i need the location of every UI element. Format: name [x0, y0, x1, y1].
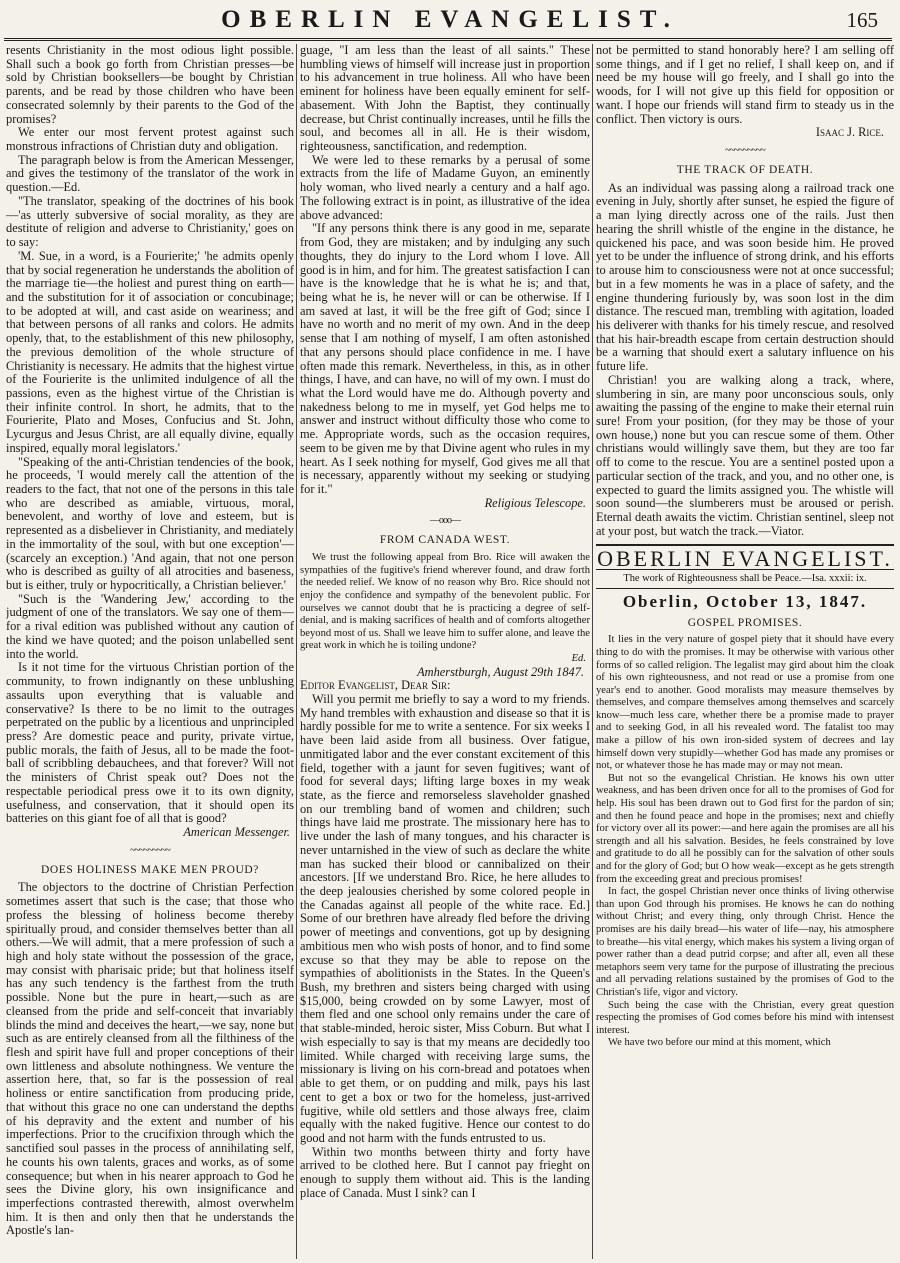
article-source: American Messenger.	[183, 824, 290, 839]
masthead	[0, 0, 900, 40]
page-number: 165	[846, 8, 878, 32]
column-1	[6, 44, 294, 1259]
article-paragraph: guage, "I am less than the least of all saints." These humbling views of himself will increase just in proportion to his advancement in true holiness. All who have been eminent for holiness have been equally eminent for self-abasement. With John the Baptist, they continually decrease, but Christ continually increases, until he fills the soul, and becomes all in all. He is their wisdom, righteousness, sanctification, and redemption.	[300, 44, 590, 154]
article-paragraph: 'M. Sue, in a word, is a Fourierite;' 'he admits openly that by social regeneration he understands the abolition of the marriage tie—the holiest and purest thing on earth—and the substitution for it of association or concubinage; to be adopted at will, and cast aside on weariness; and that between persons of all ranks and colors. He admits openly, that, to the establishment of this new philosophy, the previous demolition of the whole structure of Christianity is necessary. He admits that the highest virtue of the Fourierite is the unlimited indulgence of all the passions, even as the highest virtue of the Christian is their infinite control. In short, he admits, that to the Fourierite, Plato and Moses, Confucius and St. John, Lycurgus and Jesus Christ, are all equally divine, equally inspired, equally moral legislators.'	[6, 248, 294, 455]
article-paragraph: But not so the evangelical Christian. He knows his own utter weakness, and has been driven once for all to the promises of God for help. His soul has been drawn out to God first for the pardon of sin; and then he found peace and hope in the promises; next and chiefly for victory over all its power:—and here again the promises are all his strength and all his salvation. Besides, he feels constrained by love and gratitude to do all he possibly can for the salvation of other souls and for the glory of God; but O how weak—except as he gets strength from the exceeding great and precious promises!	[596, 772, 894, 885]
article-paragraph: As an individual was passing along a railroad track one evening in July, shortly after sunset, he espied the figure of a man lying directly across one of the rails. Just then hearing the shrill whistle of the engine in the distance, he quickened his pace, and was soon beside him. He proved yet to be under the influence of strong drink, and his efforts to arouse him to consciousness were not at once successful; but in a few moments he was in a place of safety, and the engine thundering furiously by, was soon lost in the dim distance. The rescued man, trembling with agitation, loaded his deliverer with thanks for his timely rescue, and resolved that his hair-breadth escape from certain destruction should be a warning that should exert a salutary influence on his future life.	[596, 180, 894, 374]
section-divider: ~~~~~~~~~	[725, 145, 765, 157]
article-paragraph: "The translator, speaking of the doctrines of his book—'as utterly subversive of social morality, as they are destitute of religion and adverse to Christianity,' goes on to say:	[6, 193, 294, 250]
article-heading: FROM CANADA WEST.	[379, 534, 511, 547]
article-paragraph: "Such is the 'Wandering Jew,' according to the judgment of one of the translators. We say one of them—for a rival edition was published without any caution of the kind we have quoted; and the poison unlabelled sent into the world.	[6, 591, 294, 661]
letter-signature: Isaac J. Rice.	[815, 125, 884, 140]
article-paragraph: Is it not time for the virtuous Christian portion of the community, to frown indignantly on these unblushing assaults upon everything that is valuable and conservative? Is there to be no limit to the outrages perpetrated on the public by a licentious and unprincipled press? Are domestic peace and purity, private virtue, public morals, the faith of Jesus, all to be made the foot-ball of scribbling debauchees, and that forever? Will not the ministers of Christ speak out? Does not the respectable periodical press owe it to its own dignity, usefulness, and conservation, that it should open its batteries on this giant foe of all that is good?	[6, 660, 294, 826]
article-paragraph: It lies in the very nature of gospel piety that it should have every thing to do with the promises. It may be otherwise with various other forms of so called religion. The legalist may gird about him the cloak of his own righteousness, and not read or use a promise from one year's end to another. Good moralists may measure themselves by themselves, and compare themselves among themselves and scarcely know—much less care, whether there be a promise made to prayer and to seeking God, in all his revealed word. The fatalist too may make a pillow of his own iron-sided system of decrees and lay himself down very stupidly—whether God has made any promises or not, or whatever those he has made may or may not mean.	[596, 634, 894, 772]
article-source: Religious Telescope.	[484, 495, 586, 510]
article-paragraph: The objectors to the doctrine of Christian Perfection sometimes assert that such is the case; that those who profess the blessing of holiness become thereby spiritually proud, and consider themselves better than all others.—We will admit, that a mere profession of such a high and holy state without the possession of the grace, may consist with pharisaic pride; but that holiness itself has any such tendency is the farthest from the truth possible. None but the pure in heart,—such as are cleansed from the pride and self-conceit that invariably blinds the mind and deceives the heart,—we say, none but such as are entirely cleansed from all the filthiness of the flesh and spirit have full and proper conceptions of their own littleness and absolute nothingness. We venture the assertion here, that, so far is the possession of real holiness or entire sanctification from producing pride, that without this grace no one can understand the depths of his depravity and the extent and number of his imperfections. Prior to the crucifixion through which the sanctified soul passes in the process of annihilating self, he counts his own talents, graces and works, as of some consequence; but when in his nearer approach to God he sees the Divine glory, his own insignificance and imperfections contrasted therewith, almost overwhelm him. It is then and only then that he understands the Apostle's lan-	[6, 880, 294, 1238]
article-paragraph: The paragraph below is from the American Messenger, and gives the testimony of the translator of the work in question.—Ed.	[6, 152, 294, 195]
article-paragraph: "If any persons think there is any good in me, separate from God, they are mistaken; and by indulging any such thoughts, they do injury to the Lord whom I love. All good is in him, and for him. The greatest satisfaction I can have is the knowledge that he is what he is; and that, being what he is, he never will or can be otherwise. If I am saved at last, it will be the free gift of God; since I have no worth and no merit of my own. And in the deep sense that I am nothing of myself, I am often astonished that any persons should place confidence in me. I have often made this remark. Nevertheless, in this, as in other things, I have, and can have, no will of my own. I must do what the Lord would have me do. Although poverty and nakedness belong to me in myself, yet God helps me to answer and instruct without difficulty those who come to me. Appropriate words, such as the occasion requires, seem to be given me by that Divine agent who rules in my heart. As I seek nothing for myself, God gives me all that is necessary, apparently without my seeking or studying for it."	[300, 221, 590, 496]
column-2	[300, 44, 590, 1259]
article-paragraph: We have two before our mind at this moment, which	[608, 1037, 831, 1049]
article-paragraph: We enter our most fervent protest against such monstrous infractions of Christian duty and obligation.	[6, 125, 294, 154]
article-paragraph: not be permitted to stand honorably here? I am selling off some things, and if I get no relief, I shall keep on, and if need be my house will go freely, and I shall go into the woods, for I will not give up this field for opposition or want. I hope our friends will stand firm to steady us in the conflict. Then victory is ours.	[596, 44, 894, 126]
column-3	[596, 44, 894, 1259]
article-paragraph: Within two months between thirty and forty have arrived to be clothed here. But I cannot pay frieght on enough to supply them without aid. This is the landing place of Canada. Must I sink? can I	[300, 1144, 590, 1200]
page-title: OBERLIN EVANGELIST.	[221, 6, 679, 33]
editorial-dateline: Oberlin, October 13, 1847.	[622, 591, 868, 611]
article-paragraph: Such being the case with the Christian, every great question respecting the promises of God comes before his mind with intensest interest.	[596, 999, 894, 1036]
article-heading: DOES HOLINESS MAKE MEN PROUD?	[40, 863, 259, 876]
editor-signature: Ed.	[571, 652, 586, 664]
article-paragraph: Will you permit me briefly to say a word to my friends. My hand trembles with exhaustion and disease so that it is hardly possible for me to write a sentence. For six weeks I have been laid aside from all business. Over fatigue, unmitigated labor and the ever constant excitement of this field, together with a jaunt for seven fugitives; want of food for several days; lifting large boxes in my weak state, as the fierce and remorseless slaveholder gnashed on our trembling band of women and children; such things have laid me prostrate. The missionary here has to live under the lash of many tongues, and his character is never untarnished in the view of such as declare the white man has sucked their blood or cannibalized on their ancestors. [If we understand Bro. Rice, he here alludes to the deep jealousies cherished by some colored people in the Canadas against all people of the white race. Ed.] Some of our brethren have already fled before the driving power of meetings and conventions, got up by designing ambitious men who wish posts of honor, and to find some excuse so that they may be able to repose on the sympathies of abolitionists in the States. In the Queen's Bush, my brethren and sisters being charged with using $15,000, being crowded on by some Lawyer, most of them fled and one school only remains under the care of that stable-minded, heroic sister, Miss Coburn. But what I wish especially to say is that my means are decidedly too limited. While charged with receiving large sums, the missionary is living on his corn-bread and potatoes when able to get them, or on pudding and milk, pays his last cent to get a box or two for the homeless, just-arrived fugitive, while old settlers and those always free, claim equally with the naked fugitive. Hence our contest to do good and not harm with the funds entrusted to us.	[300, 691, 590, 1145]
column-rule	[296, 44, 297, 1259]
article-heading: THE TRACK OF DEATH.	[676, 164, 814, 177]
section-divider: —ooo—	[430, 515, 460, 527]
editorial-motto: The work of Righteousness shall be Peace.—Isa. xxxii: ix.	[596, 569, 894, 589]
article-heading: GOSPEL PROMISES.	[687, 616, 803, 629]
article-paragraph: In fact, the gospel Christian never once thinks of living otherwise than upon God through his promises. He knows he can do nothing without Christ; and every thing, only through Christ. Hence the promises are his daily bread—his water of life—nay, his atmosphere to breathe—his vital energy, which makes his system a living organ of power rather than a dead putrid corpse; and after all, even all these metaphors seem very tame for the purpose of illustrating the precious and all pervading relations sustained by the promises of God to the Christian's life, vigor and victory.	[596, 886, 894, 998]
article-paragraph: "Speaking of the anti-Christian tendencies of the book, he proceeds, 'I would merely call the attention of the readers to the fact, that not one of the persons in this tale who are described as amiable, virtuous, moral, benevolent, and worthy of love and esteem, but is represented as a disbeliever in Christianity, and mediately in the immortality of the soul, with but one exception'—(scarcely an exception.) 'And again, that not one person who is described as guilty of all atrocities and baseness, but is either, truly or hypocritically, a Christian believer.'	[6, 454, 294, 593]
editor-note: We trust the following appeal from Bro. Rice will awaken the sympathies of the fugitive's friend wherever found, and draw forth the needed relief. We know of no reason why Bro. Rice should not enjoy the confidence and sympathy of the benevolent public. For ourselves we cannot doubt that he is practicing a degree of self-denial, and is making sacrifices of health and of comforts altogether beyond most of us. Shall we leave him to suffer alone, and leave the great work in which he is toiling undone?	[300, 552, 590, 652]
letter-dateline: Amherstburgh, August 29th 1847.	[417, 664, 584, 679]
masthead-rule	[4, 38, 892, 41]
letter-salutation: Editor Evangelist, Dear Sir:	[300, 678, 451, 693]
article-paragraph: resents Christianity in the most odious light possible. Shall such a book go forth from Christian presses—be sold by Christian booksellers—be bought by Christian parents, and be read by those children who have been consecrated solemnly by their parents to the God of the promises?	[6, 44, 294, 126]
section-divider: ~~~~~~~~~	[130, 844, 170, 856]
article-paragraph: Christian! you are walking along a track, where, slumbering in sin, are many poor unconscious souls, only awaiting the passing of the engine to make their eternal ruin sure! From your position, (for they may be those of your own house,) none but you can rescue some of them. Other christians would willingly save them, but they are too far off to come to the rescue. You are a sentinel posted upon a particular section of the track, and you, and no other one, is expected to guard the limits assigned you. The whistle will soon sound—the slumberers must be aroused or perish. Eternal death awaits the victim. Christian sentinel, sleep not at your post, but watch the track.—Viator.	[596, 372, 894, 538]
article-paragraph: We were led to these remarks by a perusal of some extracts from the life of Madame Guyon, an eminently holy woman, who lived nearly a century and a half ago. The following extract is in point, as illustrative of the idea above advanced:	[300, 152, 590, 222]
column-rule	[592, 44, 593, 1259]
editorial-masthead: OBERLIN EVANGELIST.	[597, 546, 893, 572]
